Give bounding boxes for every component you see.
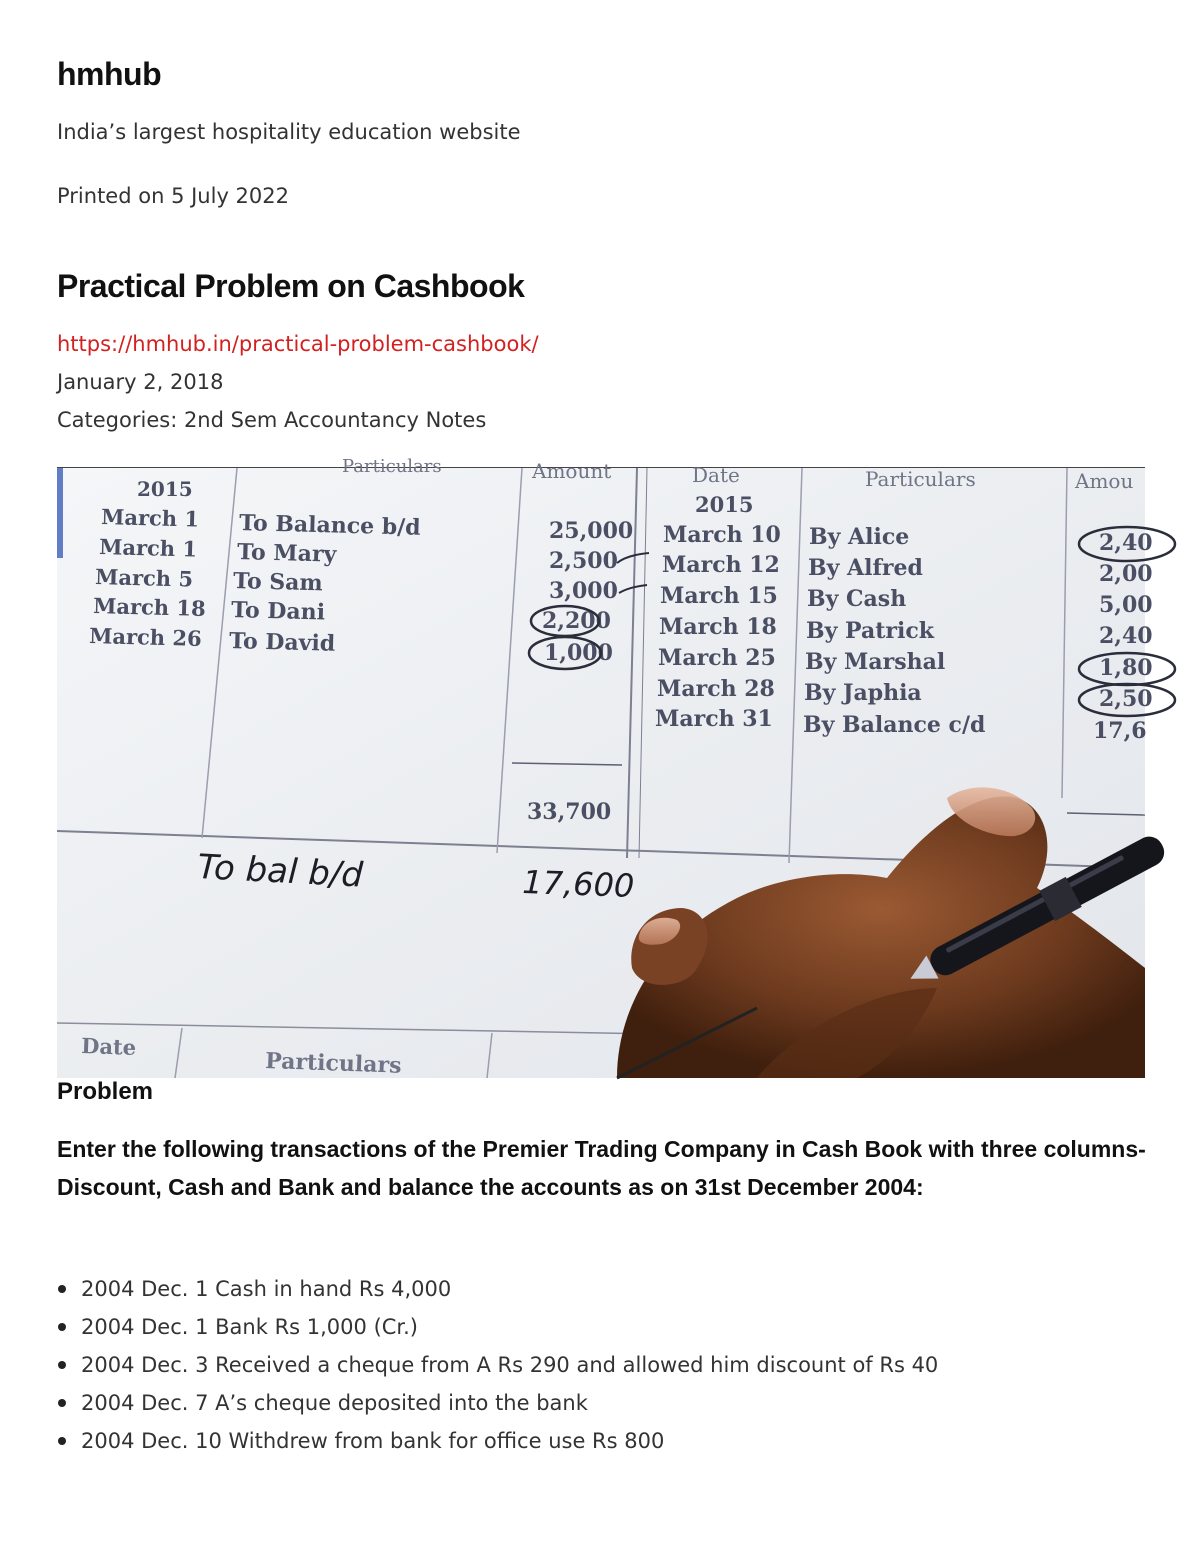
bullet-icon — [58, 1323, 66, 1331]
ledger-header-amount-right: Amou — [1075, 469, 1134, 493]
credit-particulars: By Balance c/d — [803, 712, 986, 738]
credit-amount: 1,80 — [1099, 655, 1153, 681]
debit-particulars: To David — [228, 628, 336, 657]
list-item — [57, 1386, 938, 1424]
ledger-header-date: Date — [692, 463, 740, 487]
handwritten-label: To bal b/d — [196, 847, 364, 896]
bullet-icon — [58, 1437, 66, 1445]
transaction-list — [57, 1272, 938, 1462]
problem-heading: Problem — [57, 1078, 154, 1105]
ledger-bottom-particulars: Particulars — [264, 1048, 402, 1079]
credit-date: March 31 — [655, 706, 773, 732]
credit-particulars: By Alice — [809, 524, 910, 550]
debit-total: 33,700 — [527, 799, 612, 825]
credit-amount: 2,50 — [1099, 686, 1153, 712]
bullet-icon — [58, 1399, 66, 1407]
credit-particulars: By Japhia — [804, 680, 922, 706]
list-item — [57, 1424, 938, 1462]
debit-date: March 5 — [94, 564, 194, 592]
credit-amount: 2,40 — [1099, 530, 1153, 556]
problem-statement: Enter the following transactions of the Premier Trading Company in Cash Book with three columns- Discount, Cash and Bank and balance the accounts as on 31st December 2004: — [57, 1136, 1146, 1200]
ledger-year-left: 2015 — [137, 477, 193, 501]
list-item — [57, 1272, 938, 1310]
credit-date: March 10 — [663, 522, 781, 548]
site-name: hmhub — [57, 56, 162, 92]
debit-amount: 25,000 — [549, 518, 634, 544]
debit-amount: 2,500 — [549, 548, 618, 574]
ledger-header-amount: Amount — [532, 459, 612, 483]
transaction-text: 2004 Dec. 3 Received a cheque from A Rs 290 and allowed him discount of Rs 40 — [81, 1353, 939, 1377]
transaction-text: 2004 Dec. 7 A’s cheque deposited into the bank — [81, 1391, 588, 1415]
site-tagline: India’s largest hospitality education website — [57, 120, 521, 144]
ledger-header-particulars-left: Particulars — [342, 456, 442, 477]
debit-date: March 1 — [100, 504, 200, 532]
bullet-icon — [58, 1285, 66, 1293]
transaction-text: 2004 Dec. 1 Bank Rs 1,000 (Cr.) — [81, 1315, 418, 1339]
transaction-text: 2004 Dec. 1 Cash in hand Rs 4,000 — [81, 1277, 452, 1301]
post-date: January 2, 2018 — [57, 370, 224, 394]
credit-date: March 25 — [658, 645, 776, 671]
debit-particulars: To Sam — [232, 568, 324, 597]
ledger-photo — [57, 456, 1153, 1079]
transaction-text: 2004 Dec. 10 Withdrew from bank for office use Rs 800 — [81, 1429, 665, 1453]
debit-amount: 3,000 — [549, 578, 618, 604]
credit-particulars: By Patrick — [806, 618, 934, 644]
credit-particulars: By Cash — [807, 586, 907, 612]
debit-date: March 1 — [98, 534, 198, 562]
debit-particulars: To Mary — [236, 539, 337, 568]
post-url-link[interactable]: https://hmhub.in/practical-problem-cashbook/ — [57, 332, 539, 356]
handwritten-amount: 17,600 — [521, 863, 635, 905]
debit-date: March 26 — [88, 623, 203, 651]
credit-date: March 28 — [657, 676, 775, 702]
debit-particulars: To Dani — [230, 597, 326, 626]
debit-particulars: To Balance b/d — [238, 510, 421, 541]
ledger-bottom-date: Date — [80, 1033, 137, 1060]
ledger-header-particulars-right: Particulars — [865, 467, 976, 491]
credit-amount: 17,6 — [1093, 718, 1147, 744]
credit-amount: 2,00 — [1099, 561, 1153, 587]
credit-date: March 18 — [659, 614, 777, 640]
credit-date: March 15 — [660, 583, 778, 609]
list-item — [57, 1348, 938, 1386]
printed-date: Printed on 5 July 2022 — [57, 184, 289, 208]
post-categories: Categories: 2nd Sem Accountancy Notes — [57, 408, 487, 432]
credit-amount: 5,00 — [1099, 592, 1153, 618]
post-title: Practical Problem on Cashbook — [57, 268, 525, 304]
credit-date: March 12 — [662, 552, 780, 578]
bullet-icon — [58, 1361, 66, 1369]
debit-amount: 1,000 — [544, 640, 613, 666]
credit-amount: 2,40 — [1099, 623, 1153, 649]
list-item — [57, 1310, 938, 1348]
debit-amount: 2,200 — [542, 608, 611, 634]
ledger-year-right: 2015 — [695, 492, 754, 517]
credit-particulars: By Alfred — [808, 555, 923, 581]
debit-date: March 18 — [92, 593, 207, 621]
credit-particulars: By Marshal — [805, 649, 946, 675]
